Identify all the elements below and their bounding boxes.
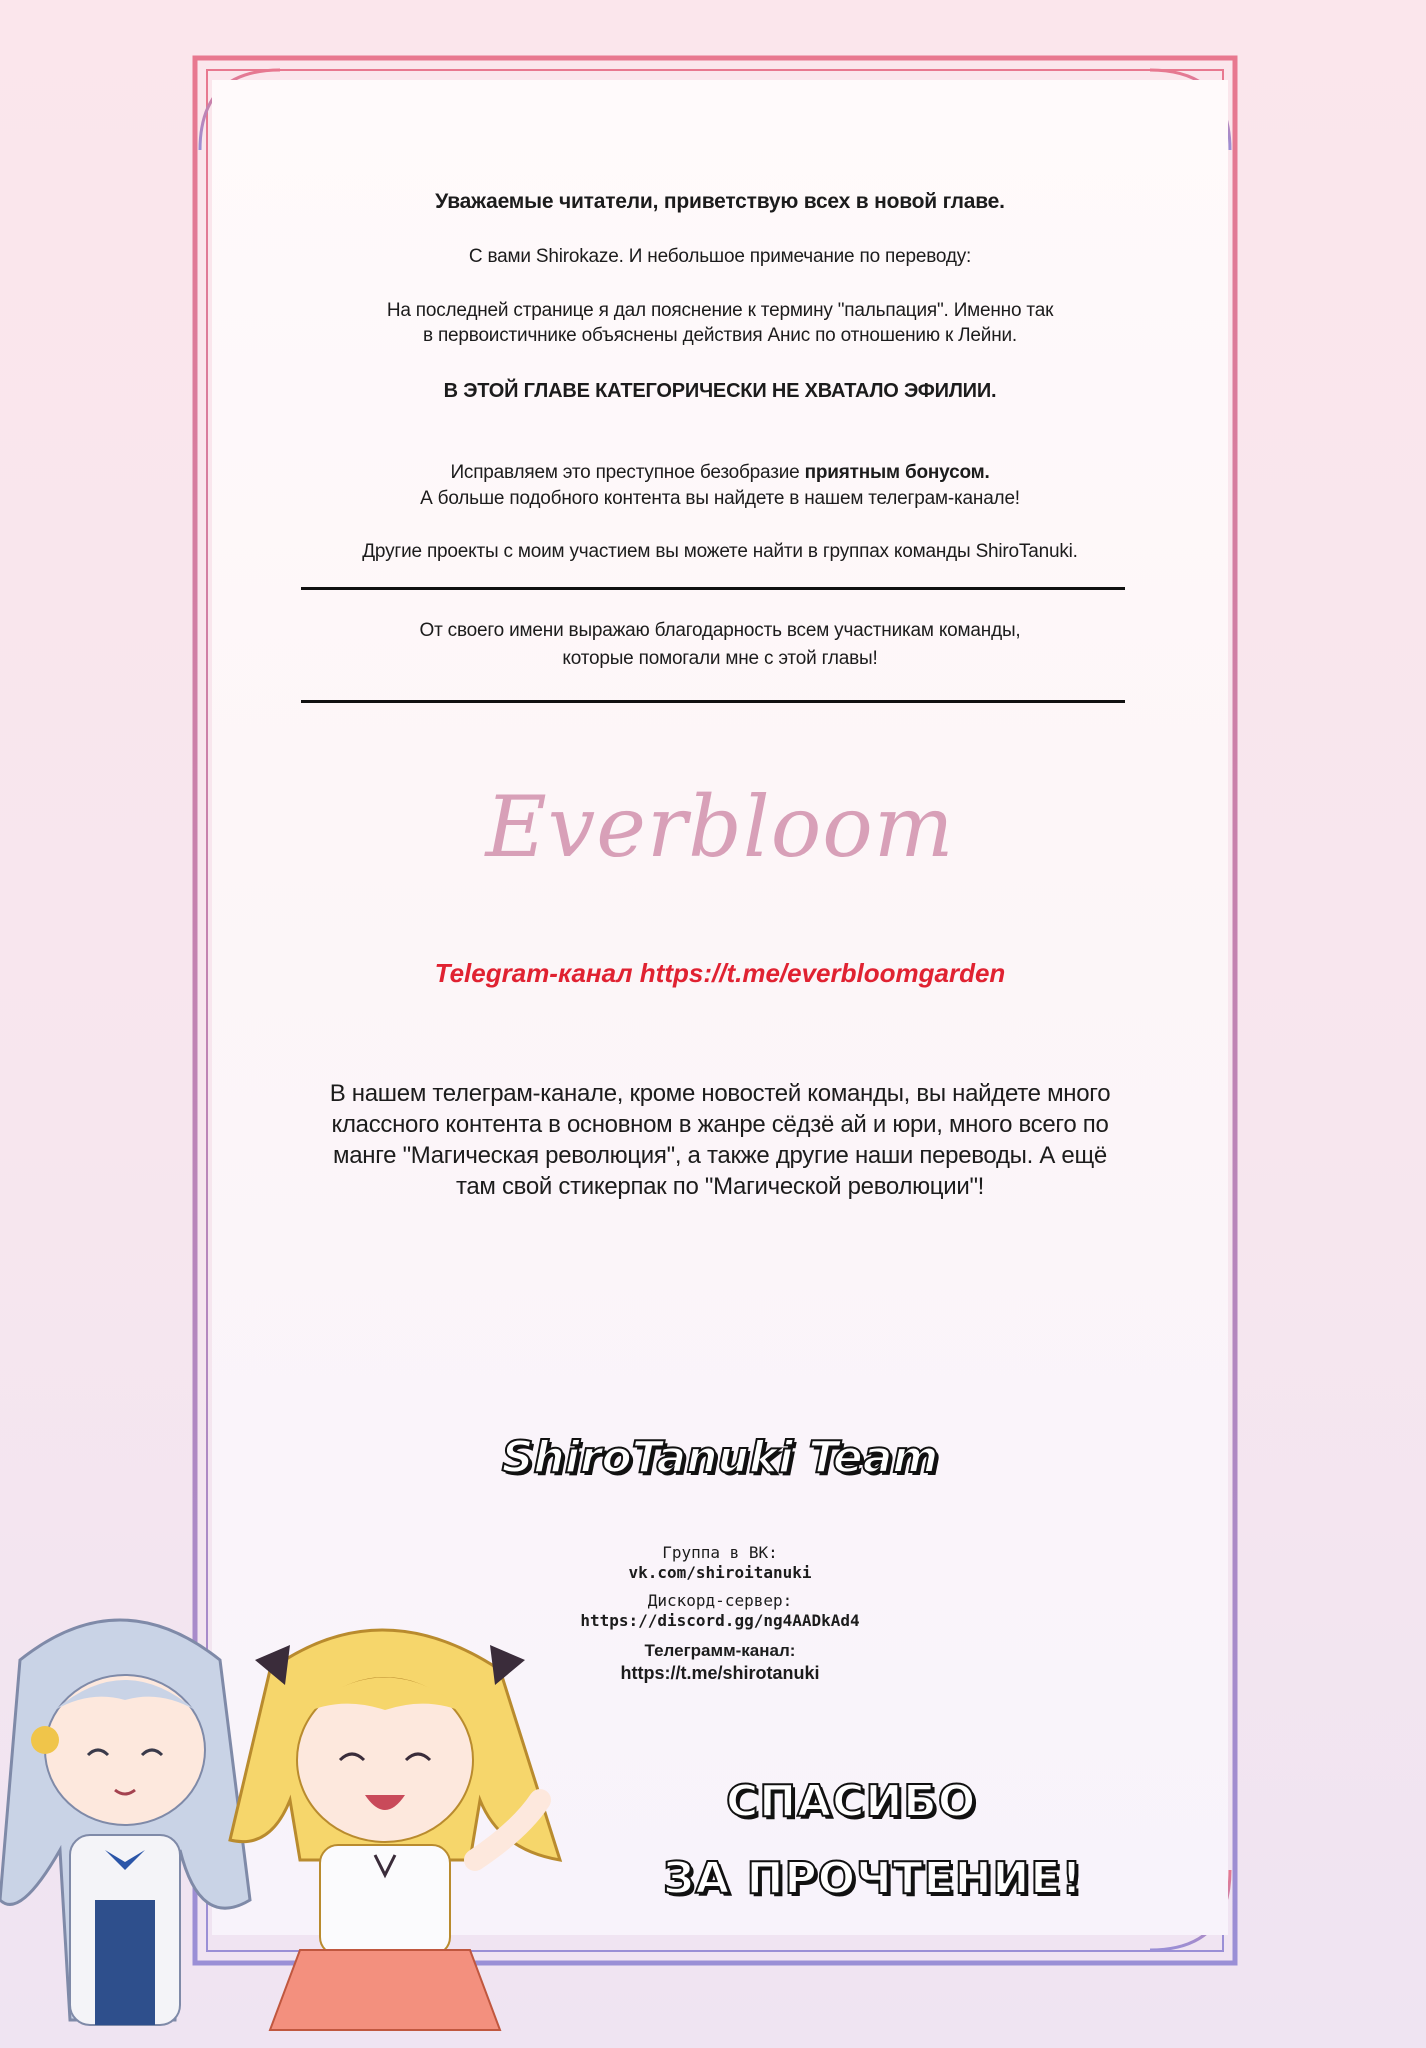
vk-label: Группа в ВК:: [662, 1543, 778, 1562]
closing-line-2: ЗА ПРОЧТЕНИЕ!: [663, 1853, 1083, 1904]
promo-line-1: В нашем телеграм-канале, кроме новостей команды, вы найдете много: [329, 1080, 1111, 1107]
everbloom-logo: Everbloom: [485, 778, 955, 876]
telegram-link[interactable]: Telegram-канал https://t.me/everbloomgarden: [434, 958, 1006, 988]
promo-line-3: манге "Магическая революция", а также другие наши переводы. А ещё: [333, 1142, 1107, 1169]
fix-line-1-prefix: Исправляем это преступное безобразие: [450, 462, 805, 483]
tg-link-team[interactable]: https://t.me/shirotanuki: [620, 1663, 820, 1683]
discord-label: Дискорд-сервер:: [647, 1591, 793, 1610]
greeting: Уважаемые читатели, приветствую всех в новой главе.: [435, 190, 1005, 213]
divider-bottom: [301, 700, 1125, 703]
vk-link[interactable]: vk.com/shiroitanuki: [628, 1563, 812, 1582]
team-name: ShiroTanuki Team: [501, 1432, 939, 1483]
character-blonde-hair: [230, 1630, 560, 2030]
promo-line-4: там свой стикерпак по "Магической революции"!: [455, 1173, 985, 1200]
intro-text: С вами Shirokaze. И небольшое примечание по переводу:: [468, 246, 972, 267]
character-silver-hair: [0, 1620, 250, 2025]
tg-label: Телеграмм-канал:: [644, 1641, 796, 1660]
closing-line-1: СПАСИБО: [726, 1776, 977, 1827]
thanks-line-1: От своего имени выражаю благодарность всем участникам команды,: [419, 620, 1021, 641]
fix-line-1-bold: приятным бонусом.: [804, 462, 990, 483]
note-line-1: На последней странице я дал пояснение к термину "пальпация". Именно так: [386, 300, 1054, 321]
projects-text: Другие проекты с моим участием вы можете найти в группах команды ShiroTanuki.: [362, 541, 1078, 562]
thanks-line-2: которые помогали мне с этой главы!: [562, 648, 878, 669]
discord-link[interactable]: https://discord.gg/ng4AADkAd4: [580, 1611, 860, 1630]
chibi-characters: [0, 1600, 600, 2048]
note-line-2: в первоистичнике объяснены действия Анис по отношению к Лейни.: [422, 325, 1018, 346]
caps-statement: В ЭТОЙ ГЛАВЕ КАТЕГОРИЧЕСКИ НЕ ХВАТАЛО ЭФИЛИИ.: [443, 380, 997, 402]
promo-line-2: классного контента в основном в жанре сёдзё ай и юри, много всего по: [331, 1111, 1109, 1138]
fix-line-1: [212, 462, 1228, 484]
fix-line-2: А больше подобного контента вы найдете в нашем телеграм-канале!: [420, 488, 1020, 509]
divider-top: [301, 587, 1125, 590]
